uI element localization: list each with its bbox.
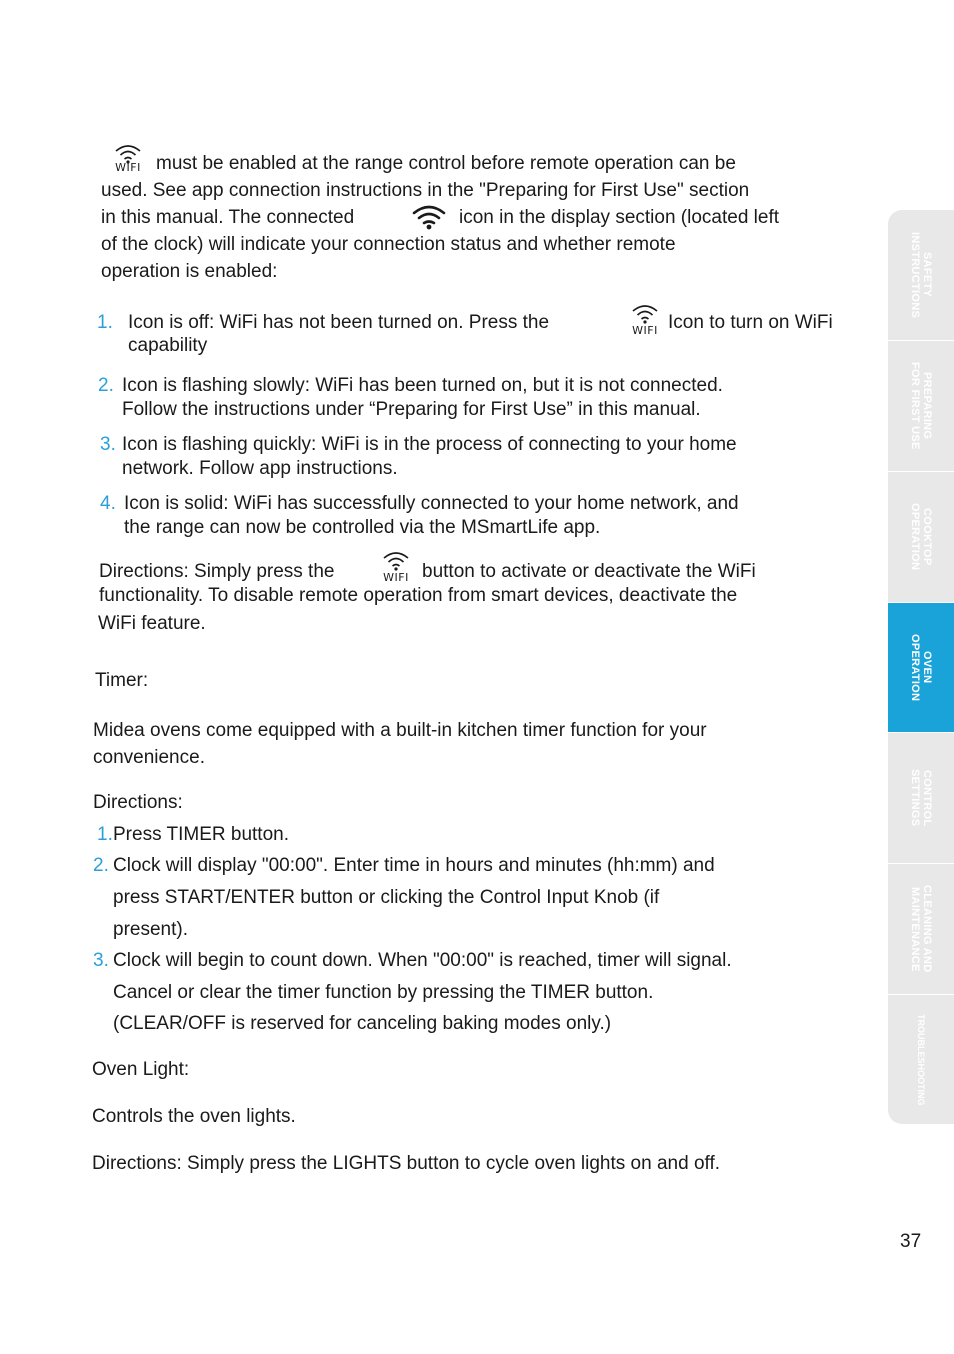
intro-line-3b: icon in the display section (located left xyxy=(459,207,780,228)
status-1-line-1b: Icon to turn on WiFi xyxy=(668,312,833,333)
timer-step-2-line-2: press START/ENTER button or clicking the Control Input Knob (if xyxy=(113,887,660,908)
status-2-number: 2. xyxy=(98,375,114,396)
wifi-directions-line-1b: button to activate or deactivate the WiFi xyxy=(422,561,756,582)
status-3-line-2: network. Follow app instructions. xyxy=(122,458,398,479)
tab-safety-instructions[interactable] xyxy=(888,210,954,341)
tab-oven-operation[interactable] xyxy=(888,603,954,733)
tab-cooktop-operation[interactable] xyxy=(888,472,954,603)
status-4-line-1: Icon is solid: WiFi has successfully connected to your home network, and xyxy=(124,493,739,514)
intro-line-3a: in this manual. The connected xyxy=(101,207,355,228)
tab-label: SAFETY INSTRUCTIONS xyxy=(909,231,933,319)
status-1-line-1a: Icon is off: WiFi has not been turned on. Press the xyxy=(128,312,550,333)
tab-label: TROUBLESHOOTING xyxy=(916,1013,926,1106)
timer-intro-line-2: convenience. xyxy=(93,747,205,768)
wifi-icon-label: WIFI xyxy=(632,324,658,337)
timer-step-3-line-1: Clock will begin to count down. When "00:00" is reached, timer will signal. xyxy=(113,950,732,971)
tab-label: CLEANING AND MAINTENANCE xyxy=(909,885,933,973)
intro-line-4: of the clock) will indicate your connection status and whether remote xyxy=(101,234,676,255)
intro-line-1: must be enabled at the range control before remote operation can be xyxy=(156,153,736,174)
oven-light-text-1: Controls the oven lights. xyxy=(92,1106,296,1127)
tab-cleaning-and-maintenance[interactable] xyxy=(888,864,954,995)
tab-troubleshooting[interactable] xyxy=(888,995,954,1124)
timer-directions-label: Directions: xyxy=(93,792,183,813)
status-4-line-2: the range can now be controlled via the MSmartLife app. xyxy=(124,517,601,538)
timer-step-3-line-2: Cancel or clear the timer function by pressing the TIMER button. xyxy=(113,982,654,1003)
status-2-line-1: Icon is flashing slowly: WiFi has been turned on, but it is not connected. xyxy=(122,375,723,396)
wifi-icon xyxy=(380,549,412,585)
tab-control-settings[interactable] xyxy=(888,733,954,864)
oven-light-heading: Oven Light: xyxy=(92,1059,190,1080)
tab-preparing-for-first-use[interactable] xyxy=(888,341,954,472)
status-3-line-1: Icon is flashing quickly: WiFi is in the process of connecting to your home xyxy=(122,434,737,455)
timer-step-2-line-3: present). xyxy=(113,919,188,940)
timer-step-2-number: 2. xyxy=(93,855,109,876)
intro-line-5: operation is enabled: xyxy=(101,261,278,282)
tab-label: PREPARING FOR FIRST USE xyxy=(909,362,933,450)
status-2-line-2: Follow the instructions under “Preparing for First Use” in this manual. xyxy=(122,399,701,420)
status-1-number: 1. xyxy=(97,312,113,333)
status-3-number: 3. xyxy=(100,434,116,455)
intro-line-2: used. See app connection instructions in the "Preparing for First Use" section xyxy=(101,180,750,201)
timer-heading: Timer: xyxy=(95,670,149,691)
timer-step-1-number: 1. xyxy=(97,824,113,845)
wifi-icon-label: WIFI xyxy=(115,161,141,174)
wifi-directions-line-2: functionality. To disable remote operation from smart devices, deactivate the xyxy=(99,585,738,606)
section-tabs xyxy=(888,210,954,1124)
status-4-number: 4. xyxy=(100,493,116,514)
timer-step-1-line-1: Press TIMER button. xyxy=(113,824,289,845)
timer-step-2-line-1: Clock will display "00:00". Enter time in hours and minutes (hh:mm) and xyxy=(113,855,715,876)
wifi-icon xyxy=(112,142,144,178)
wifi-directions-line-1a: Directions: Simply press the xyxy=(99,561,335,582)
wifi-directions-line-3: WiFi feature. xyxy=(98,613,206,634)
timer-intro-line-1: Midea ovens come equipped with a built-in kitchen timer function for your xyxy=(93,720,707,741)
timer-step-3-number: 3. xyxy=(93,950,109,971)
tab-label: COOKTOP OPERATION xyxy=(909,503,933,571)
page-number: 37 xyxy=(900,1231,922,1252)
tab-label: CONTROL SETTINGS xyxy=(909,769,933,827)
tab-label: OVEN OPERATION xyxy=(909,633,933,702)
wifi-icon-label: WIFI xyxy=(383,571,409,584)
wifi-icon xyxy=(629,302,661,338)
status-1-line-2: capability xyxy=(128,335,208,356)
wifi-display-icon xyxy=(411,203,447,233)
timer-step-3-line-3: (CLEAR/OFF is reserved for canceling baking modes only.) xyxy=(113,1013,612,1034)
oven-light-text-2: Directions: Simply press the LIGHTS button to cycle oven lights on and off. xyxy=(92,1153,721,1174)
